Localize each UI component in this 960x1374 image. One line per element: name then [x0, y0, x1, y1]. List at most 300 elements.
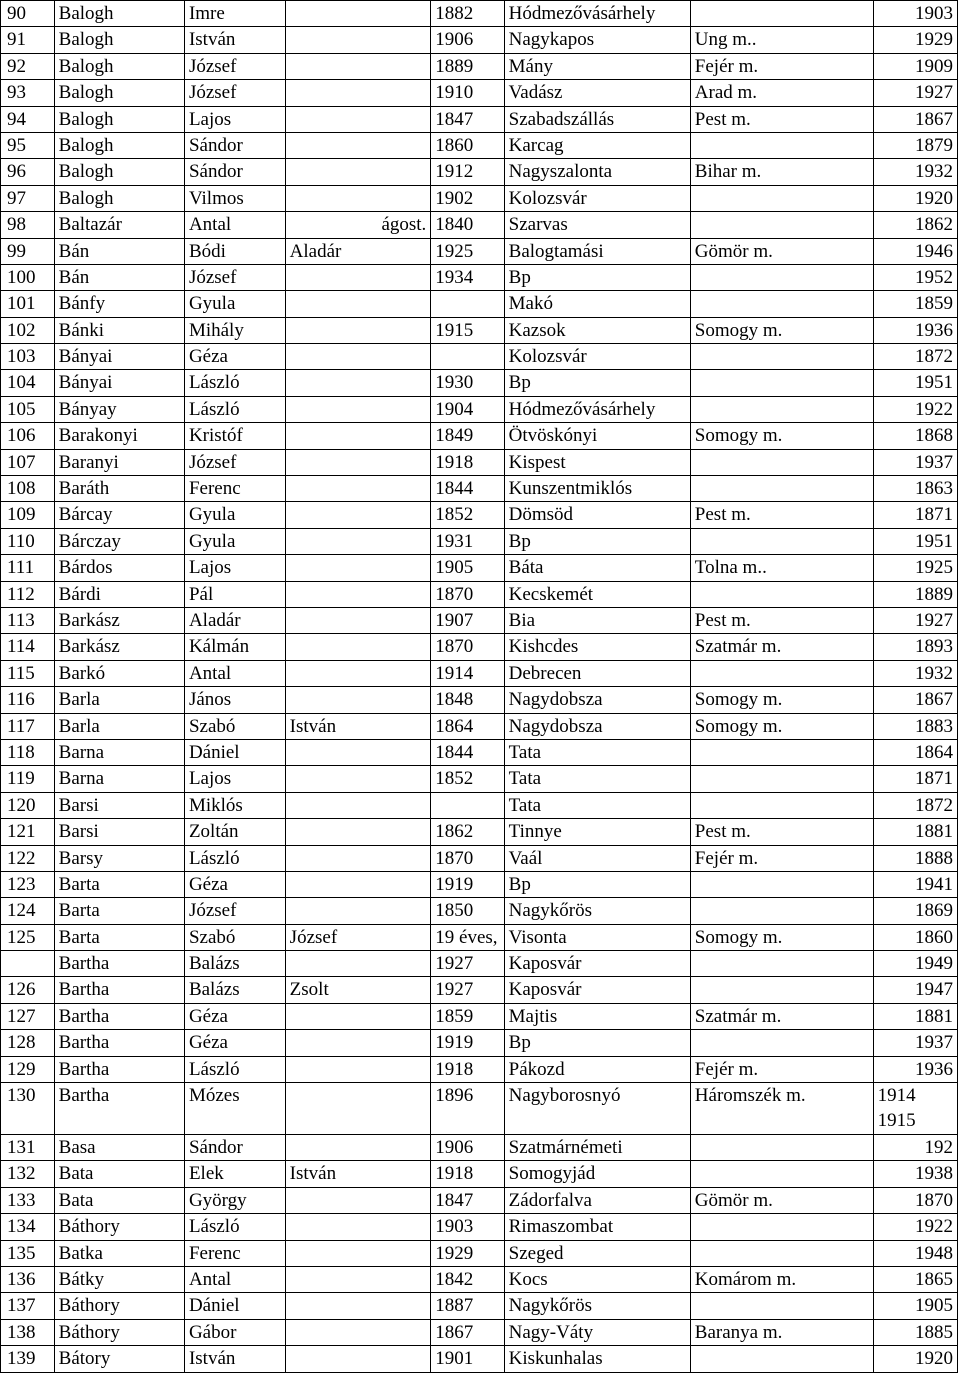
- end-year-cell: 1905: [873, 1293, 957, 1319]
- first-name-cell: Gyula: [184, 502, 285, 528]
- place-cell: Kiskunhalas: [504, 1346, 690, 1372]
- table-row: [1, 1214, 958, 1240]
- year-cell: 1844: [431, 476, 504, 502]
- end-year-cell: 1949: [873, 951, 957, 977]
- first-name-cell: Dániel: [184, 1293, 285, 1319]
- county-cell: [690, 132, 873, 158]
- row-number-cell: 94: [1, 106, 55, 132]
- first-name-cell: László: [184, 396, 285, 422]
- row-number-cell: 111: [1, 555, 55, 581]
- row-number-cell: 130: [1, 1083, 55, 1135]
- table-row: [1, 739, 958, 765]
- county-cell: Somogy m.: [690, 713, 873, 739]
- year-cell: 1912: [431, 159, 504, 185]
- place-cell: Szeged: [504, 1240, 690, 1266]
- place-cell: Hódmezővásárhely: [504, 1, 690, 27]
- end-year-cell: 1948: [873, 1240, 957, 1266]
- end-year-cell: 1885: [873, 1319, 957, 1345]
- first-name-cell: Antal: [184, 212, 285, 238]
- year-cell: 1852: [431, 502, 504, 528]
- end-year-cell: [873, 1083, 957, 1135]
- middle-name-cell: [285, 528, 431, 554]
- year-cell: 1902: [431, 185, 504, 211]
- table-row: [1, 80, 958, 106]
- county-cell: Gömör m.: [690, 238, 873, 264]
- middle-name-cell: [285, 27, 431, 53]
- place-cell: Szarvas: [504, 212, 690, 238]
- middle-name-cell: [285, 1, 431, 27]
- table-row: [1, 924, 958, 950]
- table-row: [1, 1187, 958, 1213]
- place-cell: Karcag: [504, 132, 690, 158]
- middle-name-cell: [285, 1293, 431, 1319]
- last-name-cell: Barsi: [54, 819, 184, 845]
- middle-name-cell: István: [285, 1161, 431, 1187]
- middle-name-cell: [285, 1319, 431, 1345]
- place-cell: Nagyborosnyó: [504, 1083, 690, 1135]
- middle-name-cell: [285, 476, 431, 502]
- table-row: [1, 1293, 958, 1319]
- end-year-cell: 1941: [873, 871, 957, 897]
- year-cell: 1901: [431, 1346, 504, 1372]
- county-cell: Pest m.: [690, 607, 873, 633]
- row-number-cell: 129: [1, 1056, 55, 1082]
- row-number-cell: 106: [1, 423, 55, 449]
- year-cell: 1870: [431, 634, 504, 660]
- last-name-cell: Barakonyi: [54, 423, 184, 449]
- middle-name-cell: Aladár: [285, 238, 431, 264]
- place-cell: Kecskemét: [504, 581, 690, 607]
- year-cell: 1864: [431, 713, 504, 739]
- county-cell: Somogy m.: [690, 687, 873, 713]
- county-cell: [690, 528, 873, 554]
- last-name-cell: Barta: [54, 924, 184, 950]
- table-row: [1, 502, 958, 528]
- middle-name-cell: [285, 898, 431, 924]
- table-row: [1, 185, 958, 211]
- row-number-cell: 123: [1, 871, 55, 897]
- place-cell: Kunszentmiklós: [504, 476, 690, 502]
- last-name-cell: Balogh: [54, 159, 184, 185]
- table-row: [1, 634, 958, 660]
- middle-name-cell: István: [285, 713, 431, 739]
- end-year-cell: 1888: [873, 845, 957, 871]
- county-cell: Fejér m.: [690, 845, 873, 871]
- end-year-cell: 1889: [873, 581, 957, 607]
- year-cell: 1849: [431, 423, 504, 449]
- table-row: [1, 1083, 958, 1135]
- end-year-cell: 1946: [873, 238, 957, 264]
- first-name-cell: Gyula: [184, 291, 285, 317]
- last-name-cell: Barna: [54, 739, 184, 765]
- end-year-cell: 1932: [873, 660, 957, 686]
- row-number-cell: 109: [1, 502, 55, 528]
- county-cell: Fejér m.: [690, 53, 873, 79]
- county-cell: [690, 977, 873, 1003]
- row-number-cell: 125: [1, 924, 55, 950]
- middle-name-cell: [285, 1346, 431, 1372]
- last-name-cell: Basa: [54, 1135, 184, 1161]
- table-row: [1, 1056, 958, 1082]
- first-name-cell: Ferenc: [184, 1240, 285, 1266]
- first-name-cell: Zoltán: [184, 819, 285, 845]
- last-name-cell: Bata: [54, 1161, 184, 1187]
- row-number-cell: 117: [1, 713, 55, 739]
- row-number-cell: 95: [1, 132, 55, 158]
- end-year-cell: 1872: [873, 344, 957, 370]
- first-name-cell: József: [184, 898, 285, 924]
- first-name-cell: Balázs: [184, 977, 285, 1003]
- end-year-cell: 1922: [873, 1214, 957, 1240]
- row-number-cell: 90: [1, 1, 55, 27]
- last-name-cell: Bartha: [54, 1083, 184, 1135]
- county-cell: [690, 291, 873, 317]
- year-cell: 1918: [431, 449, 504, 475]
- last-name-cell: Bartha: [54, 951, 184, 977]
- middle-name-cell: [285, 607, 431, 633]
- end-year-cell: 1951: [873, 528, 957, 554]
- county-cell: [690, 1346, 873, 1372]
- row-number-cell: 121: [1, 819, 55, 845]
- end-year-cell: 1870: [873, 1187, 957, 1213]
- county-cell: [690, 264, 873, 290]
- county-cell: [690, 449, 873, 475]
- end-year-cell: 1925: [873, 555, 957, 581]
- last-name-cell: Báthory: [54, 1319, 184, 1345]
- first-name-cell: Elek: [184, 1161, 285, 1187]
- end-year-cell: 1862: [873, 212, 957, 238]
- table-row: [1, 898, 958, 924]
- middle-name-cell: [285, 792, 431, 818]
- first-name-cell: Aladár: [184, 607, 285, 633]
- middle-name-cell: [285, 951, 431, 977]
- last-name-cell: Barsi: [54, 792, 184, 818]
- table-row: [1, 291, 958, 317]
- table-row: [1, 581, 958, 607]
- first-name-cell: Antal: [184, 1266, 285, 1292]
- first-name-cell: László: [184, 1214, 285, 1240]
- end-year-cell: 1951: [873, 370, 957, 396]
- table-row: [1, 106, 958, 132]
- last-name-cell: Bátory: [54, 1346, 184, 1372]
- row-number-cell: 100: [1, 264, 55, 290]
- end-year-cell: 1879: [873, 132, 957, 158]
- middle-name-cell: [285, 1214, 431, 1240]
- middle-name-cell: [285, 264, 431, 290]
- middle-name-cell: [285, 449, 431, 475]
- table-row: [1, 871, 958, 897]
- records-table-body: [1, 1, 958, 1373]
- first-name-cell: Gyula: [184, 528, 285, 554]
- year-cell: 1870: [431, 581, 504, 607]
- county-cell: Fejér m.: [690, 1056, 873, 1082]
- middle-name-cell: Zsolt: [285, 977, 431, 1003]
- county-cell: [690, 898, 873, 924]
- end-year-cell: 1867: [873, 106, 957, 132]
- middle-name-cell: [285, 634, 431, 660]
- year-cell: 1867: [431, 1319, 504, 1345]
- table-row: [1, 1030, 958, 1056]
- middle-name-cell: [285, 845, 431, 871]
- last-name-cell: Balogh: [54, 185, 184, 211]
- end-year-cell: 1920: [873, 185, 957, 211]
- last-name-cell: Bárdos: [54, 555, 184, 581]
- middle-name-cell: [285, 871, 431, 897]
- last-name-cell: Balogh: [54, 53, 184, 79]
- year-cell: 1919: [431, 1030, 504, 1056]
- first-name-cell: Ferenc: [184, 476, 285, 502]
- county-cell: Pest m.: [690, 106, 873, 132]
- place-cell: Kaposvár: [504, 951, 690, 977]
- place-cell: Nagy-Váty: [504, 1319, 690, 1345]
- year-cell: 1927: [431, 977, 504, 1003]
- place-cell: Kazsok: [504, 317, 690, 343]
- last-name-cell: Bárczay: [54, 528, 184, 554]
- first-name-cell: István: [184, 1346, 285, 1372]
- end-year-cell: 1859: [873, 291, 957, 317]
- place-cell: Dömsöd: [504, 502, 690, 528]
- first-name-cell: József: [184, 264, 285, 290]
- place-cell: Kishcdes: [504, 634, 690, 660]
- end-year-cell: 192: [873, 1135, 957, 1161]
- row-number-cell: [1, 951, 55, 977]
- first-name-cell: József: [184, 53, 285, 79]
- row-number-cell: 133: [1, 1187, 55, 1213]
- end-year-line-2: 1915: [877, 1110, 916, 1132]
- row-number-cell: 102: [1, 317, 55, 343]
- county-cell: [690, 396, 873, 422]
- year-cell: 1882: [431, 1, 504, 27]
- end-year-cell: 1932: [873, 159, 957, 185]
- county-cell: Somogy m.: [690, 317, 873, 343]
- year-cell: 1910: [431, 80, 504, 106]
- first-name-cell: Vilmos: [184, 185, 285, 211]
- first-name-cell: Szabó: [184, 713, 285, 739]
- county-cell: Tolna m..: [690, 555, 873, 581]
- year-cell: 1896: [431, 1083, 504, 1135]
- place-cell: Szatmárnémeti: [504, 1135, 690, 1161]
- place-cell: Kaposvár: [504, 977, 690, 1003]
- end-year-cell: 1881: [873, 1003, 957, 1029]
- table-row: [1, 238, 958, 264]
- last-name-cell: Barkó: [54, 660, 184, 686]
- county-cell: Szatmár m.: [690, 634, 873, 660]
- last-name-cell: Bányai: [54, 370, 184, 396]
- county-cell: [690, 1293, 873, 1319]
- last-name-cell: Balogh: [54, 80, 184, 106]
- first-name-cell: Lajos: [184, 106, 285, 132]
- end-year-cell: 1863: [873, 476, 957, 502]
- year-cell: 1840: [431, 212, 504, 238]
- county-cell: [690, 739, 873, 765]
- row-number-cell: 91: [1, 27, 55, 53]
- place-cell: Bp: [504, 528, 690, 554]
- year-cell: 1927: [431, 951, 504, 977]
- county-cell: Somogy m.: [690, 924, 873, 950]
- place-cell: Nagykőrös: [504, 1293, 690, 1319]
- table-row: [1, 1003, 958, 1029]
- county-cell: [690, 766, 873, 792]
- last-name-cell: Bata: [54, 1187, 184, 1213]
- place-cell: Báta: [504, 555, 690, 581]
- last-name-cell: Bán: [54, 238, 184, 264]
- end-year-cell: 1867: [873, 687, 957, 713]
- row-number-cell: 122: [1, 845, 55, 871]
- year-cell: 1915: [431, 317, 504, 343]
- row-number-cell: 104: [1, 370, 55, 396]
- end-year-cell: 1869: [873, 898, 957, 924]
- middle-name-cell: [285, 317, 431, 343]
- end-year-cell: 1903: [873, 1, 957, 27]
- place-cell: Vaál: [504, 845, 690, 871]
- end-year-cell: 1871: [873, 766, 957, 792]
- middle-name-cell: [285, 1003, 431, 1029]
- first-name-cell: Miklós: [184, 792, 285, 818]
- place-cell: Balogtamási: [504, 238, 690, 264]
- last-name-cell: Bárcay: [54, 502, 184, 528]
- first-name-cell: Lajos: [184, 555, 285, 581]
- middle-name-cell: [285, 80, 431, 106]
- place-cell: Tinnye: [504, 819, 690, 845]
- place-cell: Mány: [504, 53, 690, 79]
- year-cell: 1848: [431, 687, 504, 713]
- first-name-cell: Géza: [184, 344, 285, 370]
- county-cell: [690, 792, 873, 818]
- last-name-cell: Báthory: [54, 1214, 184, 1240]
- county-cell: [690, 1, 873, 27]
- year-cell: 1887: [431, 1293, 504, 1319]
- place-cell: Tata: [504, 792, 690, 818]
- table-row: [1, 1319, 958, 1345]
- last-name-cell: Bartha: [54, 1056, 184, 1082]
- end-year-cell: 1936: [873, 317, 957, 343]
- last-name-cell: Barna: [54, 766, 184, 792]
- row-number-cell: 113: [1, 607, 55, 633]
- end-year-cell: 1872: [873, 792, 957, 818]
- first-name-cell: László: [184, 1056, 285, 1082]
- first-name-cell: Lajos: [184, 766, 285, 792]
- last-name-cell: Bartha: [54, 977, 184, 1003]
- first-name-cell: Kálmán: [184, 634, 285, 660]
- place-cell: Debrecen: [504, 660, 690, 686]
- first-name-cell: István: [184, 27, 285, 53]
- first-name-cell: Balázs: [184, 951, 285, 977]
- row-number-cell: 135: [1, 1240, 55, 1266]
- year-cell: 1844: [431, 739, 504, 765]
- middle-name-cell: [285, 1030, 431, 1056]
- table-row: [1, 449, 958, 475]
- year-cell: 1860: [431, 132, 504, 158]
- middle-name-cell: [285, 291, 431, 317]
- county-cell: [690, 370, 873, 396]
- last-name-cell: Baranyi: [54, 449, 184, 475]
- first-name-cell: Pál: [184, 581, 285, 607]
- row-number-cell: 110: [1, 528, 55, 554]
- table-row: [1, 792, 958, 818]
- year-cell: 1862: [431, 819, 504, 845]
- middle-name-cell: [285, 423, 431, 449]
- row-number-cell: 128: [1, 1030, 55, 1056]
- middle-name-cell: [285, 502, 431, 528]
- middle-name-cell: [285, 344, 431, 370]
- row-number-cell: 96: [1, 159, 55, 185]
- last-name-cell: Bartha: [54, 1003, 184, 1029]
- table-row: [1, 687, 958, 713]
- row-number-cell: 139: [1, 1346, 55, 1372]
- middle-name-cell: [285, 687, 431, 713]
- year-cell: 1852: [431, 766, 504, 792]
- first-name-cell: Gábor: [184, 1319, 285, 1345]
- year-cell: 1906: [431, 1135, 504, 1161]
- last-name-cell: Báthory: [54, 1293, 184, 1319]
- last-name-cell: Bartha: [54, 1030, 184, 1056]
- table-row: [1, 212, 958, 238]
- first-name-cell: József: [184, 449, 285, 475]
- first-name-cell: János: [184, 687, 285, 713]
- table-row: [1, 819, 958, 845]
- place-cell: Zádorfalva: [504, 1187, 690, 1213]
- year-cell: 19 éves,: [431, 924, 504, 950]
- row-number-cell: 92: [1, 53, 55, 79]
- row-number-cell: 97: [1, 185, 55, 211]
- middle-name-cell: [285, 370, 431, 396]
- table-row: [1, 344, 958, 370]
- first-name-cell: Sándor: [184, 1135, 285, 1161]
- year-cell: 1919: [431, 871, 504, 897]
- end-year-cell: 1920: [873, 1346, 957, 1372]
- county-cell: Pest m.: [690, 819, 873, 845]
- row-number-cell: 127: [1, 1003, 55, 1029]
- middle-name-cell: [285, 396, 431, 422]
- middle-name-cell: [285, 1240, 431, 1266]
- middle-name-cell: [285, 1135, 431, 1161]
- place-cell: Kocs: [504, 1266, 690, 1292]
- year-cell: 1904: [431, 396, 504, 422]
- end-year-cell: 1864: [873, 739, 957, 765]
- first-name-cell: Dániel: [184, 739, 285, 765]
- place-cell: Vadász: [504, 80, 690, 106]
- table-row: [1, 1240, 958, 1266]
- row-number-cell: 118: [1, 739, 55, 765]
- table-row: [1, 1, 958, 27]
- end-year-cell: 1922: [873, 396, 957, 422]
- county-cell: [690, 660, 873, 686]
- first-name-cell: Mózes: [184, 1083, 285, 1135]
- table-row: [1, 53, 958, 79]
- row-number-cell: 119: [1, 766, 55, 792]
- table-row: [1, 555, 958, 581]
- table-row: [1, 476, 958, 502]
- place-cell: Nagykapos: [504, 27, 690, 53]
- first-name-cell: Sándor: [184, 132, 285, 158]
- county-cell: Pest m.: [690, 502, 873, 528]
- first-name-cell: Szabó: [184, 924, 285, 950]
- row-number-cell: 124: [1, 898, 55, 924]
- last-name-cell: Baráth: [54, 476, 184, 502]
- table-row: [1, 1161, 958, 1187]
- first-name-cell: Imre: [184, 1, 285, 27]
- table-row: [1, 27, 958, 53]
- row-number-cell: 112: [1, 581, 55, 607]
- last-name-cell: Barla: [54, 687, 184, 713]
- place-cell: Bia: [504, 607, 690, 633]
- place-cell: Bp: [504, 264, 690, 290]
- row-number-cell: 131: [1, 1135, 55, 1161]
- row-number-cell: 99: [1, 238, 55, 264]
- year-cell: 1859: [431, 1003, 504, 1029]
- place-cell: Nagydobsza: [504, 687, 690, 713]
- year-cell: 1906: [431, 27, 504, 53]
